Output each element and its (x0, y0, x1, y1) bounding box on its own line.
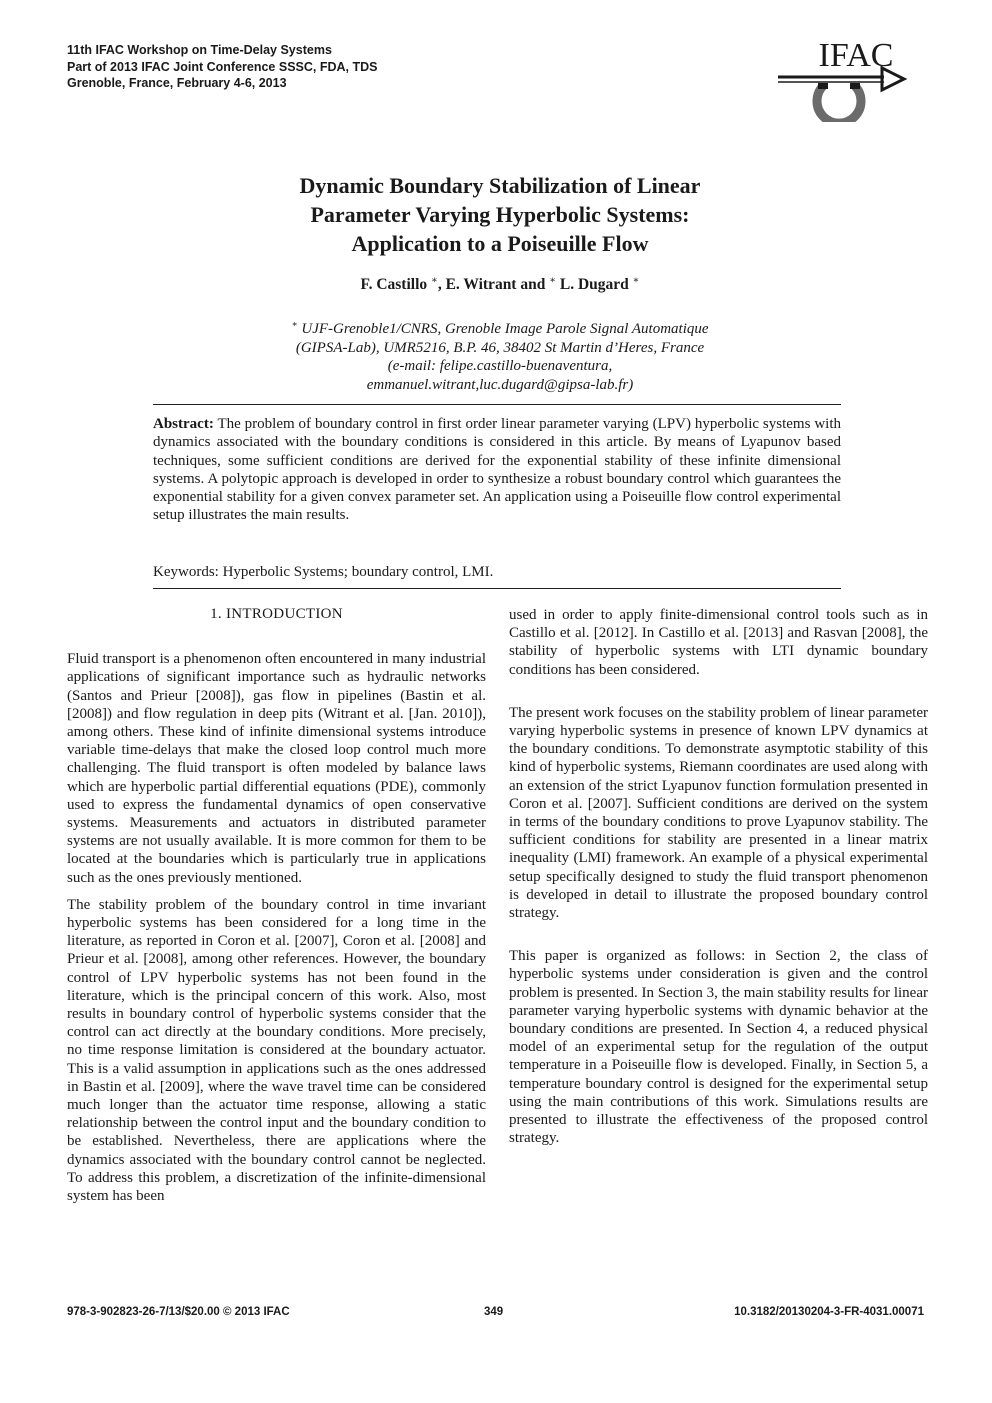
ifac-logo (772, 36, 910, 122)
title-line-3: Application to a Poiseuille Flow (351, 231, 649, 256)
abstract (153, 415, 841, 525)
conference-line-1: 11th IFAC Workshop on Time-Delay Systems (67, 43, 332, 57)
keywords: Keywords: Hyperbolic Systems; boundary control, LMI. (153, 564, 494, 580)
paragraph: The present work focuses on the stability problem of linear parameter varying hyperbolic systems in presence of known LPV dynamics at the boundary conditions. To demonstrate asymptotic stability of this kind of hyperbolic systems, Riemann coordinates are used along with an extension of the strict Lyapunov function formulation presented in Coron et al. [2007]. Sufficient conditions are derived on the system in terms of the boundary conditions to prove Lyapunov stability. The sufficient conditions for stability are presented in a linear matrix inequality (LMI) framework. An example of a physical experimental setup specifically designed to study the fluid transport phenomenon is developed in detail to illustrate the proposed boundary control strategy. (509, 704, 928, 922)
affiliation-line-4: emmanuel.witrant,luc.dugard@gipsa-lab.fr) (366, 376, 634, 393)
page-number: 349 (484, 1306, 504, 1318)
affiliation-line-1: UJF-Grenoble1/CNRS, Grenoble Image Parole Signal Automatique (301, 321, 709, 337)
conference-header (67, 42, 377, 92)
right-column (509, 606, 928, 1156)
paragraph: The stability problem of the boundary control in time invariant hyperbolic systems has been considered for a long time in the literature, as reported in Coron et al. [2007], Coron et al. [2008] and Prieur et al. [2008], among other references. However, the boundary control of LPV hyperbolic systems has not been found in the literature, which is the principal concern of this work. Also, most results in boundary control of hyperbolic systems consider that the control can act directly at the boundary conditions. More precisely, no time response limitation is considered at the boundary actuator. This is a valid assumption in applications such as the ones addressed in Bastin et al. [2009], where the wave travel time can be considered much longer than the actuator time response, allowing a static relationship between the control input and the boundary condition to be established. Nevertheless, there are applications where the dynamics associated with the boundary control cannot be neglected. To address this problem, a discretization of the infinite-dimensional system has been (67, 896, 486, 1205)
author-1: F. Castillo (360, 276, 428, 294)
affiliation-line-2: (GIPSA-Lab), UMR5216, B.P. 46, 38402 St Martin d’Heres, France (295, 339, 705, 356)
abstract-top-rule (153, 404, 841, 405)
author-2: E. Witrant and (445, 276, 546, 294)
title-line-1: Dynamic Boundary Stabilization of Linear (299, 173, 701, 198)
affiliation-mark: ∗ (431, 275, 438, 286)
footer-isbn: 978-3-902823-26-7/13/$20.00 © 2013 IFAC (67, 1306, 290, 1318)
affiliation-mark: ∗ (549, 275, 557, 286)
author-list: F. Castillo ∗, E. Witrant and ∗ L. Dugard ∗ (360, 275, 640, 294)
title-line-2: Parameter Varying Hyperbolic Systems: (310, 202, 690, 227)
section-heading: 1. INTRODUCTION (210, 606, 343, 622)
conference-line-2: Part of 2013 IFAC Joint Conference SSSC, FDA, TDS (67, 59, 378, 74)
abstract-label: Abstract: (153, 416, 214, 432)
affiliation-mark: ∗ (291, 319, 298, 329)
ifac-logo-text: IFAC (818, 37, 894, 74)
logo-ring (817, 85, 861, 122)
paragraph: used in order to apply finite-dimensional control tools such as in Castillo et al. [2012]. In Castillo et al. [2013] and Rasvan [2008], the stability of hyperbolic systems with LTI dynamic boundary conditions has been considered. (509, 607, 928, 678)
conference-line-3: Grenoble, France, February 4-6, 2013 (67, 76, 287, 90)
paragraph: This paper is organized as follows: in Section 2, the class of hyperbolic systems under consideration is given and the control problem is presented. In Section 3, the main stability results for linear parameter varying hyperbolic systems with dynamic behavior at the boundary conditions are presented. In Section 4, a reduced physical model of an experimental setup for the regulation of the output temperature in a Poiseuille flow is developed. Finally, in Section 5, a temperature boundary control is designed for the experimental setup using the main contributions of this work. Simulations results are presented to illustrate the effectiveness of the proposed control strategy. (509, 948, 928, 1147)
affiliation-line-3: (e-mail: felipe.castillo-buenaventura, (387, 358, 613, 374)
logo-ring-gap-left (818, 83, 828, 89)
abstract-text: The problem of boundary control in first order linear parameter varying (LPV) hyperbolic systems with dynamics associated with the boundary conditions is considered in this article. By means of Lyapunov based techniques, some sufficient conditions are derived for the exponential stability of these infinite dimensional systems. A polytopic approach is developed in order to synthesize a robust boundary control which guarantees the exponential stability for a given convex parameter set. An application using a Poiseuille flow control experimental setup illustrates the main results. (153, 416, 841, 524)
footer-doi: 10.3182/20130204-3-FR-4031.00071 (734, 1306, 924, 1318)
affiliation-mark: ∗ (632, 275, 640, 286)
affiliation (150, 315, 850, 394)
paper-title (150, 171, 850, 258)
author-3: L. Dugard (559, 276, 629, 294)
left-column (67, 605, 486, 1214)
abstract-bottom-rule (153, 588, 841, 589)
paragraph: Fluid transport is a phenomenon often encountered in many industrial applications of significant importance such as hydraulic networks (Santos and Prieur [2008]), gas flow in pipelines (Bastin et al. [2008]) and flow regulation in deep pits (Witrant et al. [Jan. 2010]), among others. These kind of infinite dimensional systems introduce variable time-delays that make the closed loop control much more challenging. The fluid transport is often modeled by balance laws which are hyperbolic partial differential equations (PDE), commonly used to express the fundamental dynamics of open conservative systems. Measurements and actuators in distributed parameter systems are not usually available. It is more common for them to be located at the boundaries which is particularly true in applications such as the ones previously mentioned. (67, 651, 486, 886)
logo-ring-gap-right (850, 83, 860, 89)
